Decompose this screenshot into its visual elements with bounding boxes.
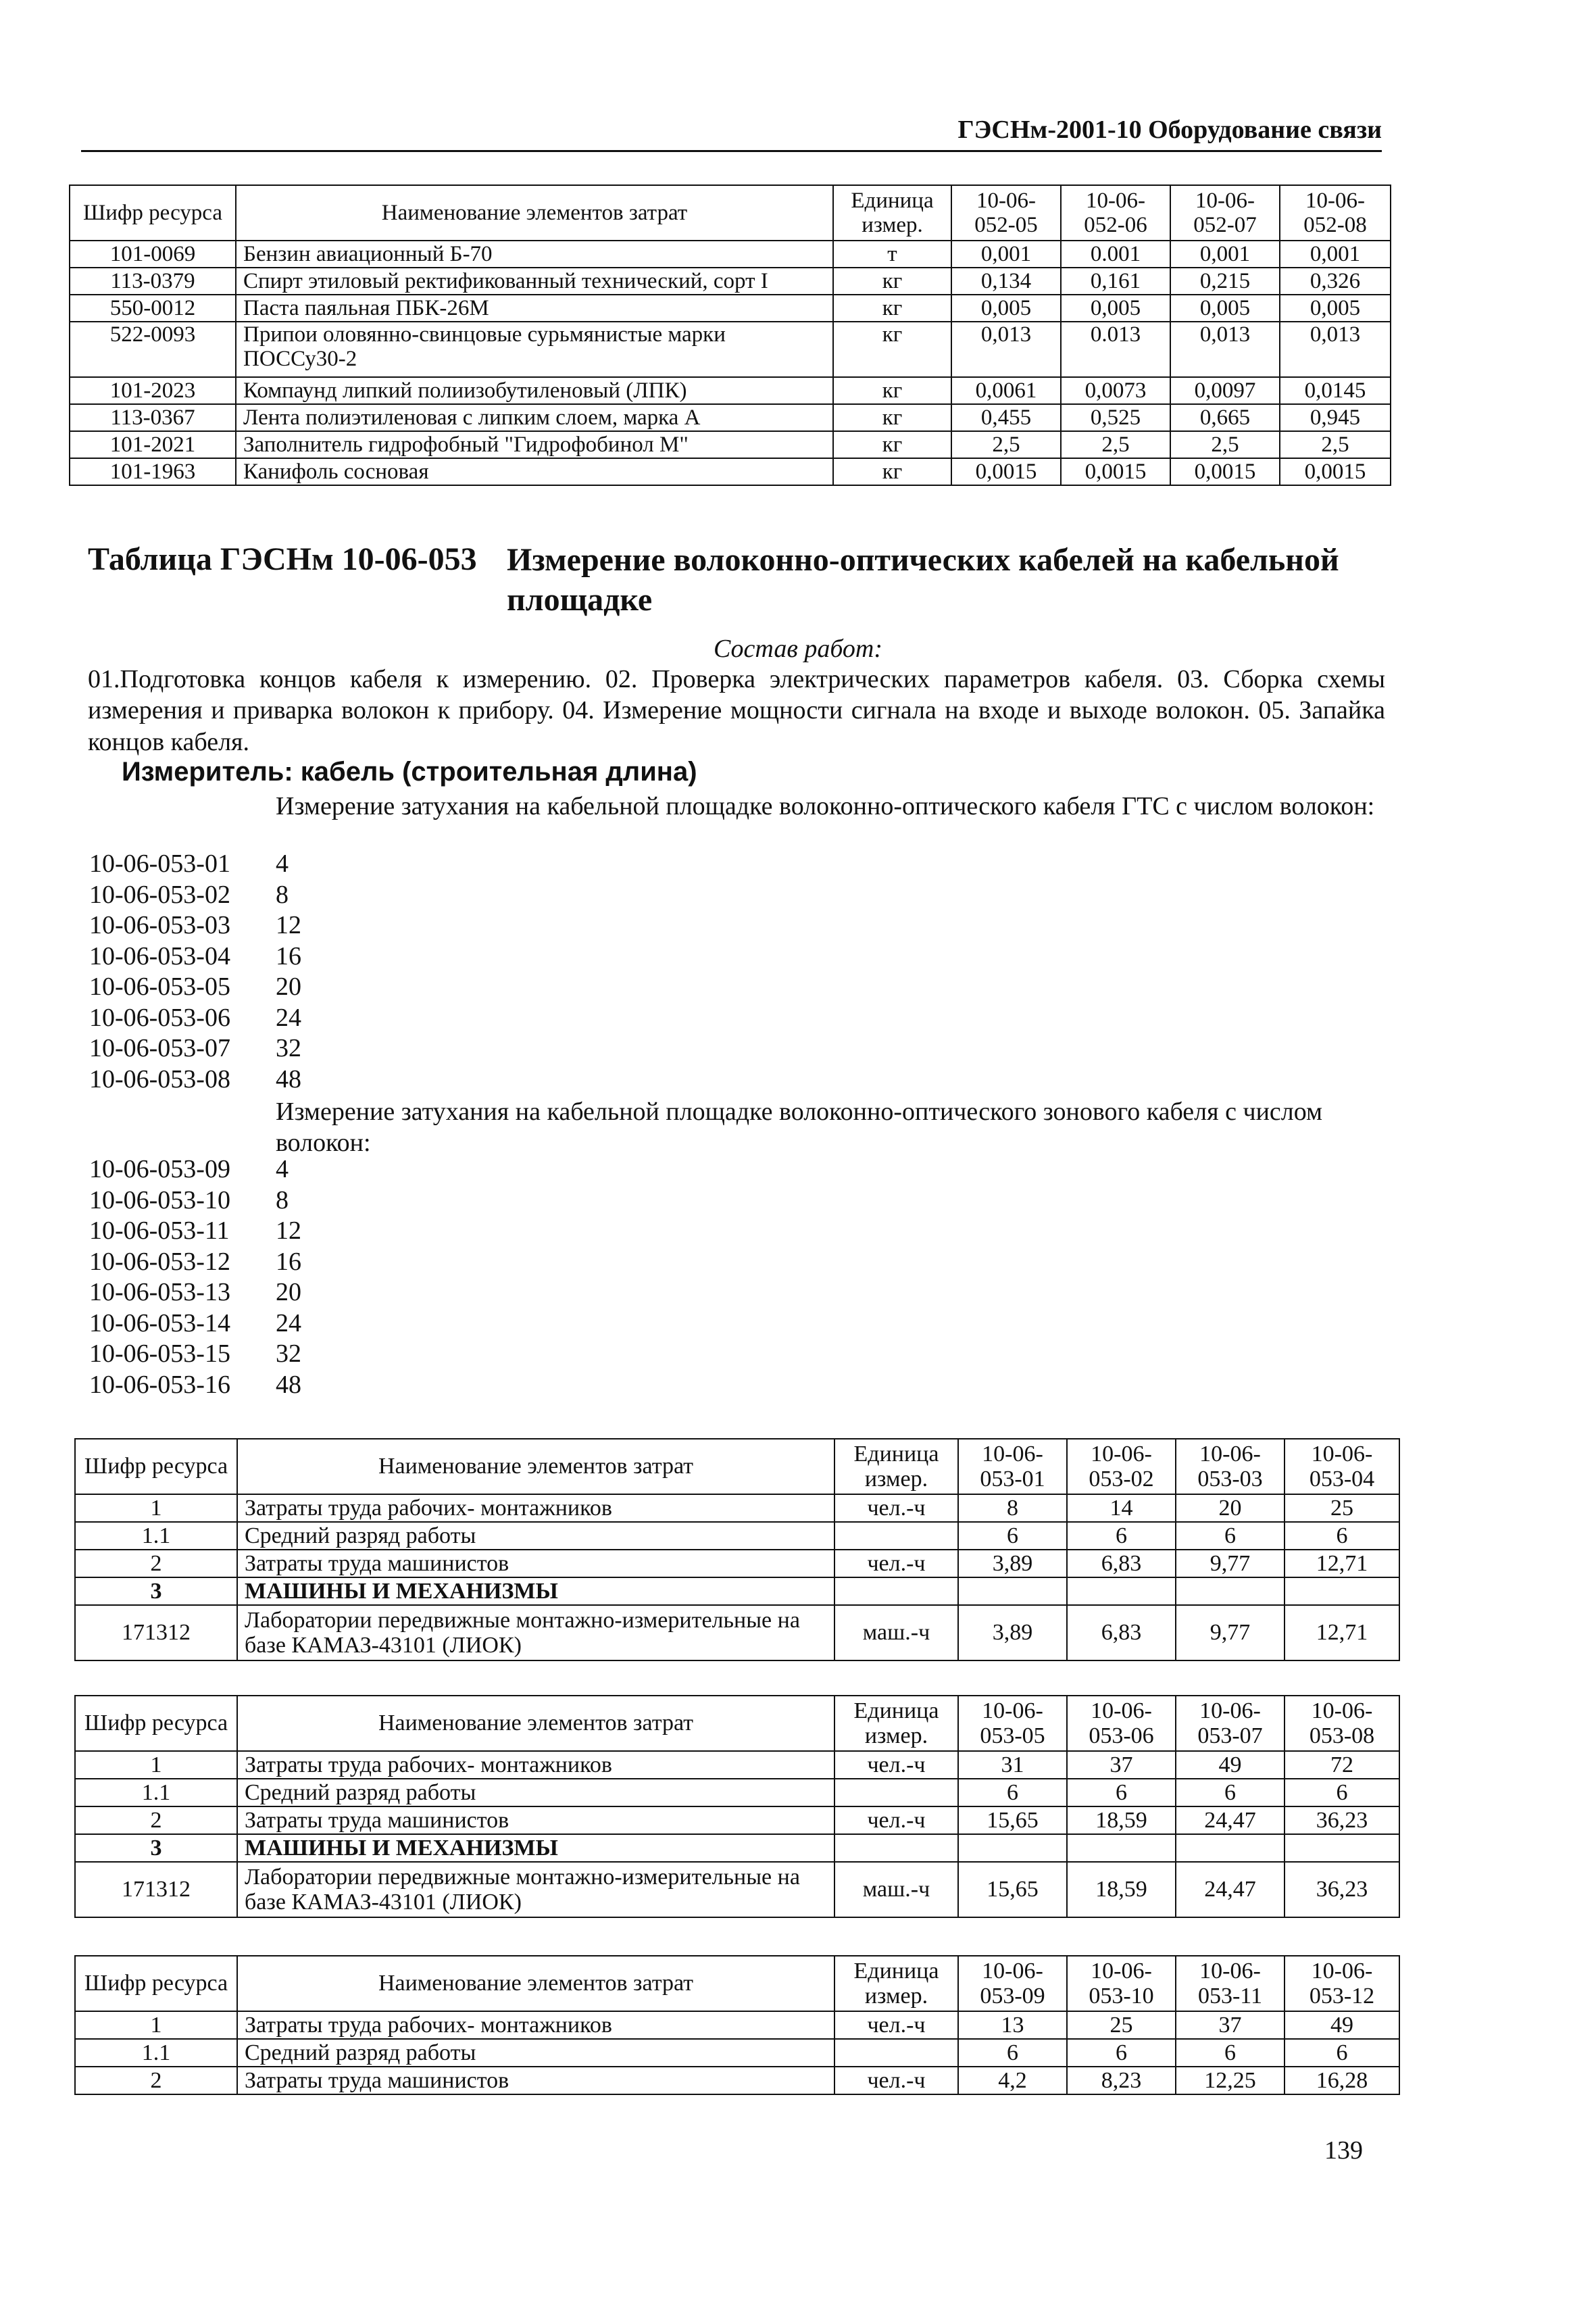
header-cell: 10-06-053-11 xyxy=(1176,1956,1285,2011)
resource-code: 1 xyxy=(75,1494,237,1522)
resource-name: Паста паяльная ПБК-26М xyxy=(236,295,833,322)
value-cell: 0,215 xyxy=(1170,268,1280,295)
value-cell: 12,25 xyxy=(1176,2067,1285,2094)
table-row xyxy=(75,1522,1399,1550)
resource-name: Лаборатории передвижные монтажно-измерительные на базе КАМАЗ-43101 (ЛИОК) xyxy=(237,1605,834,1660)
table-row xyxy=(75,1494,1399,1522)
unit-cell: маш.-ч xyxy=(834,1605,958,1660)
list-item xyxy=(89,1247,301,1278)
value-cell: 36,23 xyxy=(1285,1806,1399,1834)
table-header-row xyxy=(75,1956,1399,2011)
value-cell: 0,0015 xyxy=(1170,458,1280,485)
header-cell: 10-06-053-07 xyxy=(1176,1696,1285,1751)
table-row xyxy=(75,1834,1399,1862)
unit-cell: чел.-ч xyxy=(834,1751,958,1779)
header-cell: 10-06-052-06 xyxy=(1061,185,1170,241)
header-cell: 10-06-052-08 xyxy=(1280,185,1391,241)
resource-code: 1.1 xyxy=(75,1522,237,1550)
resource-code: 101-2023 xyxy=(70,377,236,404)
table-row xyxy=(75,1550,1399,1577)
unit-cell: чел.-ч xyxy=(834,2067,958,2094)
table-row xyxy=(75,1605,1399,1660)
value-cell: 0,013 xyxy=(1280,322,1391,377)
list-item xyxy=(89,1339,301,1370)
value-cell xyxy=(958,1577,1067,1605)
fiber-count: 4 xyxy=(276,850,289,878)
table-header-row xyxy=(75,1439,1399,1494)
value-cell: 0.013 xyxy=(1061,322,1170,377)
unit-cell: чел.-ч xyxy=(834,1550,958,1577)
value-cell: 14 xyxy=(1067,1494,1176,1522)
header-cell: Наименование элементов затрат xyxy=(237,1439,834,1494)
norm-code: 10-06-053-07 xyxy=(89,1034,230,1062)
group-title: Измерение затухания на кабельной площадке волоконно-оптического зонового кабеля с числом волокон: xyxy=(276,1098,1323,1158)
value-cell: 12,71 xyxy=(1285,1605,1399,1660)
table-name: Измерение волоконно-оптических кабелей на кабельной площадке xyxy=(507,542,1339,618)
composition-title: Состав работ: xyxy=(713,635,883,663)
unit-cell: чел.-ч xyxy=(834,1494,958,1522)
resource-name: Затраты труда машинистов xyxy=(237,1806,834,1834)
list-item xyxy=(89,880,301,911)
resource-code: 550-0012 xyxy=(70,295,236,322)
value-cell: 49 xyxy=(1285,2011,1399,2039)
value-cell: 0,005 xyxy=(1170,295,1280,322)
resource-code: 1.1 xyxy=(75,1779,237,1806)
header-cell: Наименование элементов затрат xyxy=(237,1696,834,1751)
norm-code: 10-06-053-15 xyxy=(89,1339,230,1368)
value-cell: 3,89 xyxy=(958,1605,1067,1660)
header-cell: Шифр ресурса xyxy=(75,1439,237,1494)
fiber-count: 24 xyxy=(276,1308,301,1337)
header-cell: 10-06-053-02 xyxy=(1067,1439,1176,1494)
value-cell: 24,47 xyxy=(1176,1806,1285,1834)
value-cell: 0,001 xyxy=(1170,241,1280,268)
header-cell: 10-06-053-09 xyxy=(958,1956,1067,2011)
fiber-count: 24 xyxy=(276,1003,301,1032)
table-row xyxy=(70,241,1391,268)
unit-cell: чел.-ч xyxy=(834,1806,958,1834)
resource-name: Средний разряд работы xyxy=(237,1522,834,1550)
unit-cell: кг xyxy=(833,458,951,485)
header-cell: Шифр ресурса xyxy=(75,1696,237,1751)
resource-code: 113-0367 xyxy=(70,404,236,431)
norm-code: 10-06-053-10 xyxy=(89,1185,230,1214)
unit-cell: кг xyxy=(833,295,951,322)
resource-code: 101-2021 xyxy=(70,431,236,458)
fiber-count: 16 xyxy=(276,941,301,970)
value-cell: 0,161 xyxy=(1061,268,1170,295)
group-title: Измерение затухания на кабельной площадке волоконно-оптического кабеля ГТС с числом волокон: xyxy=(276,792,1375,820)
value-cell xyxy=(958,1834,1067,1862)
norm-code: 10-06-053-05 xyxy=(89,973,230,1001)
resource-table-052 xyxy=(69,184,1391,486)
table-row xyxy=(75,1751,1399,1779)
header-cell: Шифр ресурса xyxy=(75,1956,237,2011)
table-row xyxy=(75,1577,1399,1605)
list-item xyxy=(89,972,301,1003)
fiber-count: 16 xyxy=(276,1247,301,1276)
unit-cell: кг xyxy=(833,322,951,377)
value-cell: 6 xyxy=(958,1522,1067,1550)
unit-cell: т xyxy=(833,241,951,268)
resource-code: 2 xyxy=(75,1550,237,1577)
value-cell: 16,28 xyxy=(1285,2067,1399,2094)
table-row xyxy=(70,268,1391,295)
header-cell: 10-06-053-01 xyxy=(958,1439,1067,1494)
header-cell: Единица измер. xyxy=(834,1696,958,1751)
value-cell: 0,525 xyxy=(1061,404,1170,431)
value-cell: 2,5 xyxy=(1061,431,1170,458)
resource-name: Компаунд липкий полиизобутиленовый (ЛПК) xyxy=(236,377,833,404)
norm-code: 10-06-053-12 xyxy=(89,1247,230,1276)
resource-name: Заполнитель гидрофобный "Гидрофобинол М" xyxy=(236,431,833,458)
value-cell: 0,326 xyxy=(1280,268,1391,295)
value-cell: 4,2 xyxy=(958,2067,1067,2094)
value-cell: 0,0015 xyxy=(951,458,1061,485)
unit-cell xyxy=(834,2039,958,2067)
section-heading: МАШИНЫ И МЕХАНИЗМЫ xyxy=(237,1577,834,1605)
table-row xyxy=(70,322,1391,377)
value-cell: 0,0015 xyxy=(1280,458,1391,485)
value-cell: 0,0061 xyxy=(951,377,1061,404)
resource-code: 101-1963 xyxy=(70,458,236,485)
value-cell: 6 xyxy=(1067,1779,1176,1806)
value-cell: 0,0073 xyxy=(1061,377,1170,404)
table-title xyxy=(88,541,1339,618)
table-header-row xyxy=(70,185,1391,241)
value-cell: 0,001 xyxy=(1280,241,1391,268)
list-item xyxy=(89,1185,301,1216)
table-row xyxy=(75,1779,1399,1806)
value-cell: 18,59 xyxy=(1067,1806,1176,1834)
resource-code: 3 xyxy=(75,1834,237,1862)
value-cell: 0,013 xyxy=(951,322,1061,377)
resource-code: 113-0379 xyxy=(70,268,236,295)
header-cell: Шифр ресурса xyxy=(70,185,236,241)
fiber-count: 8 xyxy=(276,1185,289,1214)
resource-code: 2 xyxy=(75,2067,237,2094)
table-row xyxy=(75,1806,1399,1834)
header-cell: Единица измер. xyxy=(834,1439,958,1494)
value-cell: 6 xyxy=(1176,1522,1285,1550)
resource-code: 1.1 xyxy=(75,2039,237,2067)
value-cell: 13 xyxy=(958,2011,1067,2039)
value-cell: 0,134 xyxy=(951,268,1061,295)
value-cell: 0,0097 xyxy=(1170,377,1280,404)
value-cell: 25 xyxy=(1285,1494,1399,1522)
running-header: ГЭСНм-2001-10 Оборудование связи xyxy=(957,116,1382,144)
value-cell: 37 xyxy=(1067,1751,1176,1779)
fiber-count: 20 xyxy=(276,973,301,1001)
unit-cell xyxy=(834,1779,958,1806)
fiber-count: 8 xyxy=(276,880,289,909)
value-cell: 0,945 xyxy=(1280,404,1391,431)
code-list xyxy=(89,849,301,1095)
fiber-count: 20 xyxy=(276,1278,301,1306)
resource-code: 2 xyxy=(75,1806,237,1834)
list-item xyxy=(89,941,301,973)
table-row xyxy=(75,2011,1399,2039)
section-heading: МАШИНЫ И МЕХАНИЗМЫ xyxy=(237,1834,834,1862)
value-cell: 37 xyxy=(1176,2011,1285,2039)
header-cell: 10-06-053-06 xyxy=(1067,1696,1176,1751)
header-cell: 10-06-053-08 xyxy=(1285,1696,1399,1751)
value-cell: 0,0145 xyxy=(1280,377,1391,404)
value-cell: 0,013 xyxy=(1170,322,1280,377)
value-cell: 6 xyxy=(1176,2039,1285,2067)
table-row xyxy=(70,404,1391,431)
unit-cell xyxy=(834,1834,958,1862)
norm-code: 10-06-053-04 xyxy=(89,941,230,970)
value-cell: 6 xyxy=(958,1779,1067,1806)
value-cell: 2,5 xyxy=(951,431,1061,458)
norm-code: 10-06-053-08 xyxy=(89,1064,230,1093)
resource-code: 1 xyxy=(75,2011,237,2039)
value-cell: 24,47 xyxy=(1176,1862,1285,1917)
header-cell: Наименование элементов затрат xyxy=(236,185,833,241)
resource-name: Канифоль сосновая xyxy=(236,458,833,485)
fiber-count: 48 xyxy=(276,1370,301,1399)
header-cell: 10-06-053-12 xyxy=(1285,1956,1399,2011)
list-item xyxy=(89,1154,301,1185)
value-cell: 6 xyxy=(1067,1522,1176,1550)
resource-code: 3 xyxy=(75,1577,237,1605)
value-cell: 0.001 xyxy=(1061,241,1170,268)
list-item xyxy=(89,1064,301,1096)
norm-code: 10-06-053-16 xyxy=(89,1370,230,1399)
header-cell: Единица измер. xyxy=(833,185,951,241)
resource-name: Лента полиэтиленовая с липким слоем, марка А xyxy=(236,404,833,431)
resource-name: Спирт этиловый ректификованный технический, сорт I xyxy=(236,268,833,295)
value-cell: 0,455 xyxy=(951,404,1061,431)
norm-code: 10-06-053-11 xyxy=(89,1216,230,1245)
list-item xyxy=(89,849,301,880)
value-cell xyxy=(1285,1834,1399,1862)
resource-name: Затраты труда машинистов xyxy=(237,1550,834,1577)
resource-code: 101-0069 xyxy=(70,241,236,268)
fiber-count: 48 xyxy=(276,1064,301,1093)
table-label: Таблица ГЭСНм 10-06-053 xyxy=(88,541,477,577)
resource-name: Затраты труда машинистов xyxy=(237,2067,834,2094)
value-cell: 6 xyxy=(958,2039,1067,2067)
value-cell xyxy=(1067,1577,1176,1605)
table-row xyxy=(75,2039,1399,2067)
header-cell: Единица измер. xyxy=(834,1956,958,2011)
header-cell: 10-06-053-05 xyxy=(958,1696,1067,1751)
value-cell: 8 xyxy=(958,1494,1067,1522)
resource-code: 171312 xyxy=(75,1862,237,1917)
norm-code: 10-06-053-01 xyxy=(89,850,230,878)
resource-code: 171312 xyxy=(75,1605,237,1660)
value-cell: 6 xyxy=(1285,2039,1399,2067)
norm-code: 10-06-053-13 xyxy=(89,1278,230,1306)
unit-cell xyxy=(834,1522,958,1550)
value-cell: 20 xyxy=(1176,1494,1285,1522)
list-item xyxy=(89,1033,301,1064)
norm-code: 10-06-053-03 xyxy=(89,911,230,939)
resource-name: Затраты труда рабочих- монтажников xyxy=(237,1751,834,1779)
unit-cell xyxy=(834,1577,958,1605)
header-cell: 10-06-053-04 xyxy=(1285,1439,1399,1494)
value-cell: 0,001 xyxy=(951,241,1061,268)
value-cell: 6 xyxy=(1285,1522,1399,1550)
resource-name: Припои оловянно-свинцовые сурьмянистые марки ПОССу30-2 xyxy=(236,322,833,377)
value-cell: 6 xyxy=(1067,2039,1176,2067)
resource-table-053-01-04 xyxy=(74,1438,1400,1661)
value-cell: 18,59 xyxy=(1067,1862,1176,1917)
resource-name: Лаборатории передвижные монтажно-измерительные на базе КАМАЗ-43101 (ЛИОК) xyxy=(237,1862,834,1917)
value-cell: 6 xyxy=(1285,1779,1399,1806)
value-cell: 2,5 xyxy=(1170,431,1280,458)
table-row xyxy=(70,431,1391,458)
header-cell: Наименование элементов затрат xyxy=(237,1956,834,2011)
value-cell: 0,005 xyxy=(1280,295,1391,322)
value-cell: 9,77 xyxy=(1176,1605,1285,1660)
fiber-count: 32 xyxy=(276,1339,301,1368)
table-row xyxy=(75,1862,1399,1917)
value-cell xyxy=(1285,1577,1399,1605)
list-item xyxy=(89,1370,301,1401)
value-cell: 72 xyxy=(1285,1751,1399,1779)
value-cell: 0,005 xyxy=(1061,295,1170,322)
list-item xyxy=(89,1216,301,1247)
value-cell: 49 xyxy=(1176,1751,1285,1779)
value-cell: 15,65 xyxy=(958,1862,1067,1917)
table-row xyxy=(70,295,1391,322)
unit-cell: кг xyxy=(833,268,951,295)
code-list xyxy=(89,1154,301,1400)
unit-cell: кг xyxy=(833,431,951,458)
table-row xyxy=(70,377,1391,404)
value-cell: 0,005 xyxy=(951,295,1061,322)
header-cell: 10-06-053-10 xyxy=(1067,1956,1176,2011)
norm-code: 10-06-053-14 xyxy=(89,1308,230,1337)
table-row xyxy=(75,2067,1399,2094)
fiber-count: 32 xyxy=(276,1034,301,1062)
unit-cell: кг xyxy=(833,404,951,431)
value-cell: 6 xyxy=(1176,1779,1285,1806)
value-cell: 31 xyxy=(958,1751,1067,1779)
fiber-count: 12 xyxy=(276,911,301,939)
value-cell: 0,665 xyxy=(1170,404,1280,431)
value-cell: 3,89 xyxy=(958,1550,1067,1577)
value-cell: 2,5 xyxy=(1280,431,1391,458)
norm-code: 10-06-053-02 xyxy=(89,880,230,909)
resource-name: Затраты труда рабочих- монтажников xyxy=(237,1494,834,1522)
unit-cell: маш.-ч xyxy=(834,1862,958,1917)
value-cell: 6,83 xyxy=(1067,1605,1176,1660)
value-cell: 0,0015 xyxy=(1061,458,1170,485)
value-cell: 25 xyxy=(1067,2011,1176,2039)
composition-text: 01.Подготовка концов кабеля к измерению. 02. Проверка электрических параметров кабеля. 03. Сборка схемы измерения и приварка волокон к прибору. 04. Измерение мощности сигнала на входе и выходе волокон. 05. Запайка концов кабеля. xyxy=(88,665,1385,756)
resource-table-053-09-12 xyxy=(74,1955,1400,2095)
resource-code: 522-0093 xyxy=(70,322,236,377)
list-item xyxy=(89,1003,301,1034)
resource-name: Средний разряд работы xyxy=(237,1779,834,1806)
value-cell: 36,23 xyxy=(1285,1862,1399,1917)
table-header-row xyxy=(75,1696,1399,1751)
resource-code: 1 xyxy=(75,1751,237,1779)
value-cell: 8,23 xyxy=(1067,2067,1176,2094)
resource-name: Средний разряд работы xyxy=(237,2039,834,2067)
header-cell: 10-06-052-05 xyxy=(951,185,1061,241)
fiber-count: 12 xyxy=(276,1216,301,1245)
header-cell: 10-06-052-07 xyxy=(1170,185,1280,241)
norm-code: 10-06-053-06 xyxy=(89,1003,230,1032)
resource-name: Бензин авиационный Б-70 xyxy=(236,241,833,268)
list-item xyxy=(89,1308,301,1339)
header-cell: 10-06-053-03 xyxy=(1176,1439,1285,1494)
page-number: 139 xyxy=(1324,2136,1363,2165)
unit-cell: кг xyxy=(833,377,951,404)
value-cell xyxy=(1176,1577,1285,1605)
value-cell: 15,65 xyxy=(958,1806,1067,1834)
list-item xyxy=(89,1277,301,1308)
value-cell: 12,71 xyxy=(1285,1550,1399,1577)
value-cell xyxy=(1176,1834,1285,1862)
value-cell xyxy=(1067,1834,1176,1862)
norm-code: 10-06-053-09 xyxy=(89,1155,230,1183)
value-cell: 9,77 xyxy=(1176,1550,1285,1577)
unit-cell: чел.-ч xyxy=(834,2011,958,2039)
list-item xyxy=(89,910,301,941)
resource-name: Затраты труда рабочих- монтажников xyxy=(237,2011,834,2039)
resource-table-053-05-08 xyxy=(74,1695,1400,1918)
meter-label: Измеритель: кабель (строительная длина) xyxy=(122,757,697,787)
header-rule xyxy=(81,150,1382,152)
fiber-count: 4 xyxy=(276,1155,289,1183)
value-cell: 6,83 xyxy=(1067,1550,1176,1577)
table-row xyxy=(70,458,1391,485)
